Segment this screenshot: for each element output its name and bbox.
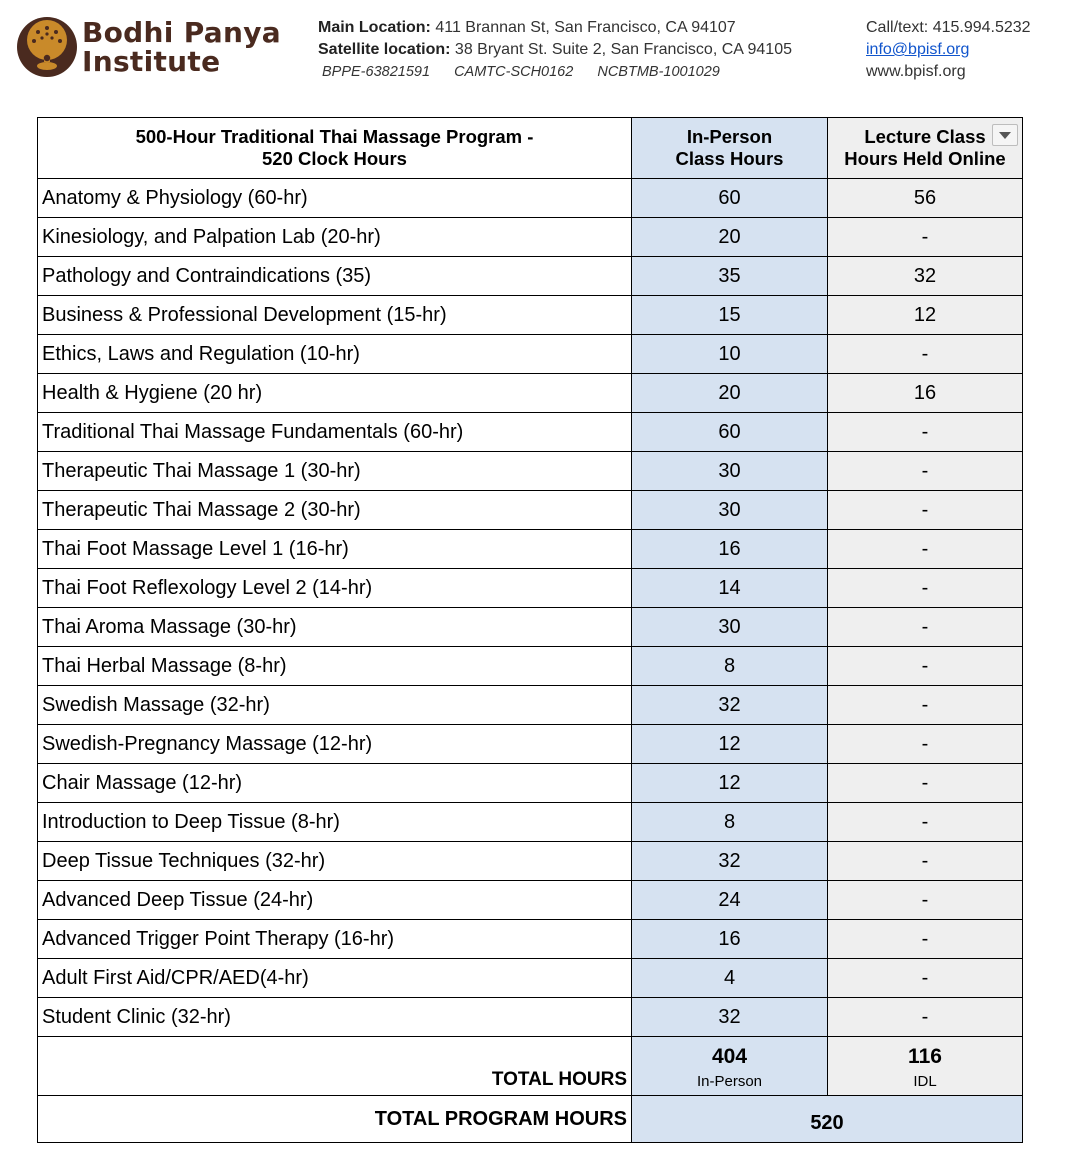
brand-name xyxy=(82,18,281,76)
course-name-cell: Health & Hygiene (20 hr) xyxy=(38,374,632,413)
online-hours-cell: - xyxy=(828,998,1023,1037)
phone-number: Call/text: 415.994.5232 xyxy=(866,19,1031,36)
inperson-hours-cell: 32 xyxy=(632,686,828,725)
course-name-cell: Thai Foot Reflexology Level 2 (14-hr) xyxy=(38,569,632,608)
program-hours-table xyxy=(37,117,1023,1143)
online-hours-cell: - xyxy=(828,413,1023,452)
course-name-cell: Kinesiology, and Palpation Lab (20-hr) xyxy=(38,218,632,257)
course-name-cell: Swedish Massage (32-hr) xyxy=(38,686,632,725)
table-row xyxy=(38,725,1023,764)
online-header-line-2: Hours Held Online xyxy=(844,148,1006,169)
table-row xyxy=(38,335,1023,374)
online-hours-cell: - xyxy=(828,647,1023,686)
table-row xyxy=(38,647,1023,686)
inperson-header-line-2: Class Hours xyxy=(675,148,784,169)
total-inperson-value: 404 xyxy=(711,1044,748,1068)
license-numbers xyxy=(318,61,792,83)
online-header-cell xyxy=(828,118,1023,179)
total-online-cell xyxy=(828,1037,1023,1096)
table-row xyxy=(38,296,1023,335)
program-title-line-1: 500-Hour Traditional Thai Massage Program - xyxy=(135,126,534,147)
table-row xyxy=(38,803,1023,842)
contact-block xyxy=(866,17,1031,83)
license-bppe: BPPE-63821591 xyxy=(322,64,431,80)
course-name-cell: Therapeutic Thai Massage 2 (30-hr) xyxy=(38,491,632,530)
course-name-cell: Business & Professional Development (15-hr) xyxy=(38,296,632,335)
brand-line-2: Institute xyxy=(82,45,221,78)
online-hours-cell: - xyxy=(828,335,1023,374)
satellite-location-address: 38 Bryant St. Suite 2, San Francisco, CA 94105 xyxy=(454,41,792,58)
online-hours-cell: 32 xyxy=(828,257,1023,296)
course-name-cell: Advanced Trigger Point Therapy (16-hr) xyxy=(38,920,632,959)
total-program-label: TOTAL PROGRAM HOURS xyxy=(38,1096,632,1143)
inperson-header-line-1: In-Person xyxy=(686,126,773,147)
inperson-hours-cell: 10 xyxy=(632,335,828,374)
email-link[interactable]: info@bpisf.org xyxy=(866,41,970,58)
website-url: www.bpisf.org xyxy=(866,63,966,80)
course-name-cell: Ethics, Laws and Regulation (10-hr) xyxy=(38,335,632,374)
table-row xyxy=(38,842,1023,881)
online-hours-cell: - xyxy=(828,218,1023,257)
online-hours-cell: - xyxy=(828,725,1023,764)
online-hours-cell: - xyxy=(828,803,1023,842)
filter-dropdown-icon[interactable] xyxy=(992,124,1018,146)
online-header-line-1: Lecture Class xyxy=(864,126,986,147)
total-online-value: 116 xyxy=(908,1044,942,1068)
table-row xyxy=(38,218,1023,257)
total-program-row xyxy=(38,1096,1023,1143)
inperson-hours-cell: 60 xyxy=(632,413,828,452)
inperson-hours-cell: 30 xyxy=(632,491,828,530)
inperson-hours-cell: 30 xyxy=(632,608,828,647)
online-hours-cell: - xyxy=(828,959,1023,998)
course-name-cell: Anatomy & Physiology (60-hr) xyxy=(38,179,632,218)
total-program-value: 520 xyxy=(632,1096,1023,1143)
table-row xyxy=(38,608,1023,647)
inperson-hours-cell: 20 xyxy=(632,218,828,257)
inperson-hours-cell: 8 xyxy=(632,803,828,842)
total-online-sublabel: IDL xyxy=(913,1072,937,1090)
table-row xyxy=(38,491,1023,530)
table-row xyxy=(38,686,1023,725)
course-name-cell: Traditional Thai Massage Fundamentals (60-hr) xyxy=(38,413,632,452)
course-name-cell: Introduction to Deep Tissue (8-hr) xyxy=(38,803,632,842)
total-hours-label: TOTAL HOURS xyxy=(38,1037,632,1096)
page-header xyxy=(0,0,1076,100)
satellite-location-label: Satellite location: xyxy=(318,41,451,58)
table-row xyxy=(38,920,1023,959)
online-hours-cell: 16 xyxy=(828,374,1023,413)
table-row xyxy=(38,374,1023,413)
main-location-address: 411 Brannan St, San Francisco, CA 94107 xyxy=(435,19,736,36)
course-name-cell: Thai Herbal Massage (8-hr) xyxy=(38,647,632,686)
table-row xyxy=(38,530,1023,569)
course-name-cell: Adult First Aid/CPR/AED(4-hr) xyxy=(38,959,632,998)
course-name-cell: Therapeutic Thai Massage 1 (30-hr) xyxy=(38,452,632,491)
inperson-hours-cell: 32 xyxy=(632,842,828,881)
inperson-hours-cell: 15 xyxy=(632,296,828,335)
online-hours-cell: 12 xyxy=(828,296,1023,335)
inperson-hours-cell: 60 xyxy=(632,179,828,218)
total-inperson-cell xyxy=(632,1037,828,1096)
total-inperson-sublabel: In-Person xyxy=(696,1072,763,1090)
inperson-hours-cell: 16 xyxy=(632,530,828,569)
inperson-hours-cell: 20 xyxy=(632,374,828,413)
course-name-cell: Deep Tissue Techniques (32-hr) xyxy=(38,842,632,881)
inperson-header-cell xyxy=(632,118,828,179)
course-name-cell: Swedish-Pregnancy Massage (12-hr) xyxy=(38,725,632,764)
online-hours-cell: - xyxy=(828,842,1023,881)
license-ncbtmb: NCBTMB-1001029 xyxy=(597,64,720,80)
table-row xyxy=(38,179,1023,218)
main-location-label: Main Location: xyxy=(318,19,431,36)
online-hours-cell: - xyxy=(828,686,1023,725)
course-name-cell: Thai Foot Massage Level 1 (16-hr) xyxy=(38,530,632,569)
table-row xyxy=(38,998,1023,1037)
inperson-hours-cell: 16 xyxy=(632,920,828,959)
table-row xyxy=(38,452,1023,491)
online-hours-cell: - xyxy=(828,920,1023,959)
online-hours-cell: - xyxy=(828,530,1023,569)
online-hours-cell: - xyxy=(828,764,1023,803)
course-name-cell: Student Clinic (32-hr) xyxy=(38,998,632,1037)
program-title-line-2: 520 Clock Hours xyxy=(262,148,407,169)
course-name-cell: Chair Massage (12-hr) xyxy=(38,764,632,803)
bodhi-tree-logo-icon xyxy=(16,16,78,78)
table-row xyxy=(38,959,1023,998)
course-name-cell: Pathology and Contraindications (35) xyxy=(38,257,632,296)
table-row xyxy=(38,569,1023,608)
program-title-cell xyxy=(38,118,632,179)
total-hours-row xyxy=(38,1037,1023,1096)
online-hours-cell: - xyxy=(828,491,1023,530)
table-row xyxy=(38,881,1023,920)
online-hours-cell: - xyxy=(828,569,1023,608)
inperson-hours-cell: 35 xyxy=(632,257,828,296)
table-row xyxy=(38,413,1023,452)
license-camtc: CAMTC-SCH0162 xyxy=(454,64,574,80)
inperson-hours-cell: 14 xyxy=(632,569,828,608)
online-hours-cell: 56 xyxy=(828,179,1023,218)
table-row xyxy=(38,764,1023,803)
brand-line-1: Bodhi Panya xyxy=(82,16,281,49)
inperson-hours-cell: 32 xyxy=(632,998,828,1037)
inperson-hours-cell: 24 xyxy=(632,881,828,920)
course-name-cell: Thai Aroma Massage (30-hr) xyxy=(38,608,632,647)
location-block xyxy=(318,17,792,83)
inperson-hours-cell: 12 xyxy=(632,725,828,764)
table-row xyxy=(38,257,1023,296)
online-hours-cell: - xyxy=(828,452,1023,491)
inperson-hours-cell: 30 xyxy=(632,452,828,491)
inperson-hours-cell: 4 xyxy=(632,959,828,998)
online-hours-cell: - xyxy=(828,608,1023,647)
inperson-hours-cell: 12 xyxy=(632,764,828,803)
table-header-row xyxy=(38,118,1023,179)
course-name-cell: Advanced Deep Tissue (24-hr) xyxy=(38,881,632,920)
inperson-hours-cell: 8 xyxy=(632,647,828,686)
online-hours-cell: - xyxy=(828,881,1023,920)
